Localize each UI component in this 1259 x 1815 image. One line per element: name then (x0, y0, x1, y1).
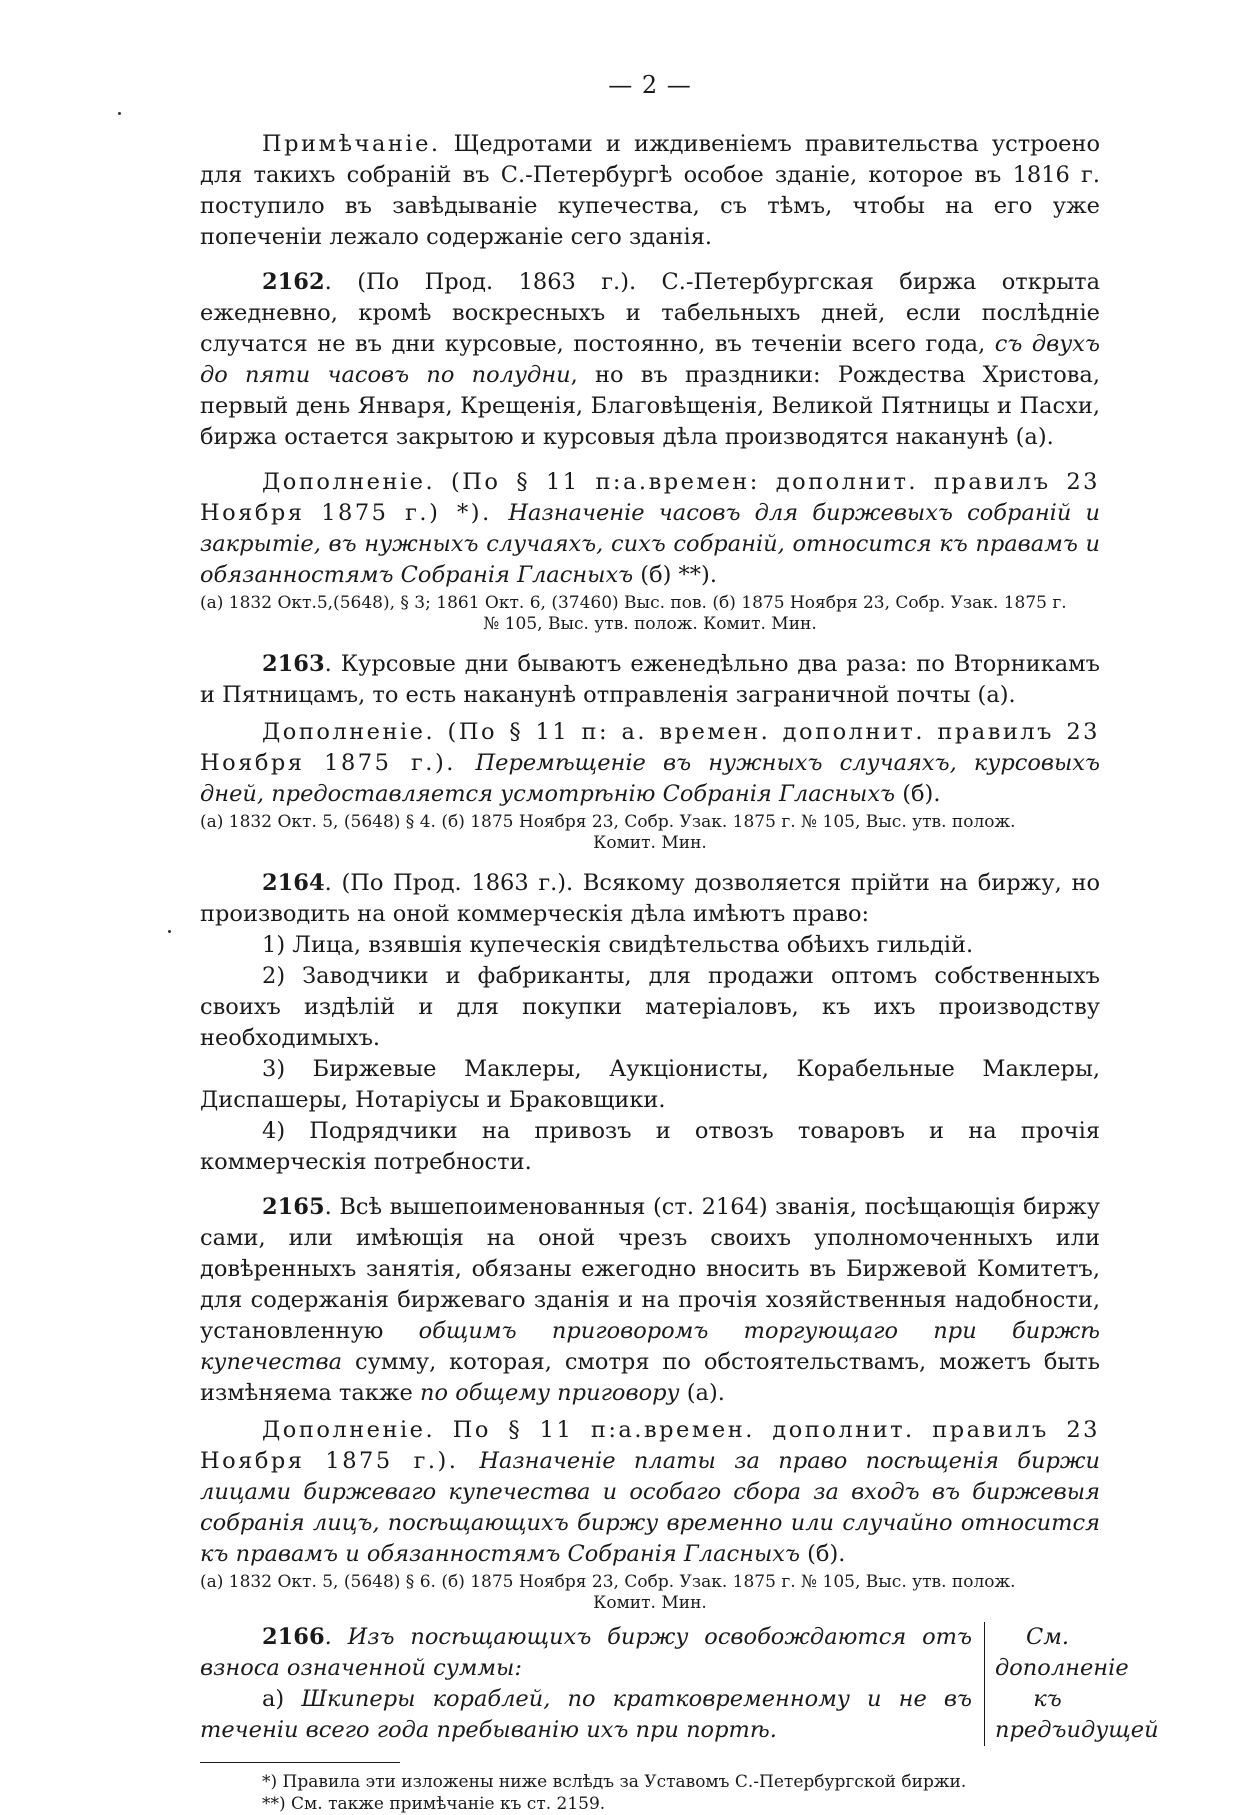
page-number: — 2 — (608, 71, 692, 99)
article-italic: . Изъ посѣщающихъ биржу освобождаются отъ взноса означенной суммы: (200, 1624, 972, 1681)
footnote: *) Правила эти изложены ниже вслѣдъ за Уставомъ С.-Петербургской биржи. (262, 1772, 967, 1792)
scan-speck (168, 930, 171, 933)
footnote: **) См. также примѣчаніе къ ст. 2159. (262, 1794, 606, 1814)
article-italic: общимъ приговоромъ торгующаго при биржѣ купечества (200, 1318, 1101, 1375)
article-text: (а). (679, 1380, 725, 1406)
article-text: . Всѣ вышепоименованныя (ст. 2164) званія, посѣщающія биржу сами, или имѣющія на оной чрезъ своихъ уполномоченныхъ или довѣренныхъ занятія, обязаны ежегодно вносить въ Биржевой Комитетъ, для содержанія биржеваго зданія и на прочія хозяйственныя надобности, установленную (200, 1194, 1100, 1344)
source-line: Комит. Мин. (593, 833, 707, 853)
supplement-text: (По § 11 п: а. времен. дополнит. правилъ 23 Ноября 1875 г.). (200, 719, 1100, 776)
article-2166-item-a (200, 1684, 972, 1746)
article-2162 (200, 267, 1100, 453)
supplement-text: По § 11 п:а.времен. дополнит. правилъ 23 Ноября 1875 г.). (200, 1417, 1100, 1474)
list-item: 2) Заводчики и фабриканты, для продажи оптомъ собственныхъ своихъ издѣлій и для покупки матеріаловъ, къ ихъ производству необходимыхъ. (200, 963, 1100, 1051)
supplement-2162 (200, 467, 1100, 591)
supplement-label: Дополненіе. (262, 469, 436, 495)
sources-2165 (200, 1572, 1100, 1614)
article-text: , но въ праздники: Рождества Христова, первый день Января, Крещенія, Благовѣщенія, Великой Пятницы и Пасхи, биржа остается закрытою и курсовыя дѣла производятся наканунѣ (а). (200, 362, 1100, 450)
footnote-divider (200, 1762, 400, 1763)
supplement-italic: Назначеніе часовъ для биржевыхъ собраній и закрытіе, въ нужныхъ случаяхъ, сихъ собраній, относится къ правамъ и обязанностямъ Собранія Гласныхъ (200, 500, 1100, 588)
article-2165 (200, 1192, 1100, 1409)
side-note: См. дополненіе къ предъидущей (995, 1624, 1159, 1743)
note-paragraph (200, 129, 1100, 253)
supplement-2165 (200, 1415, 1100, 1570)
source-line: (а) 1832 Окт.5,(5648), § 3; 1861 Окт. 6, (37460) Выс. пов. (б) 1875 Ноября 23, Собр. Узак. 1875 г. (200, 593, 1067, 613)
sources-2163 (200, 812, 1100, 854)
article-italic: по общему приговору (420, 1380, 680, 1406)
article-2166 (200, 1622, 1159, 1746)
item-text: Шкиперы кораблей, по кратковременному и не въ теченіи всего года пребыванію ихъ при портѣ. (200, 1686, 972, 1743)
note-label: Примѣчаніе. (262, 131, 441, 157)
article-number: 2163 (262, 651, 325, 677)
source-line: (а) 1832 Окт. 5, (5648) § 4. (б) 1875 Ноября 23, Собр. Узак. 1875 г. № 105, Выс. утв. полож. (200, 812, 1016, 832)
footnotes (200, 1771, 1100, 1815)
article-number: 2165 (262, 1194, 325, 1220)
supplement-end: (б). (895, 781, 941, 807)
list-item: 1) Лица, взявшія купеческія свидѣтельства обѣихъ гильдій. (262, 932, 974, 958)
list-item: 3) Биржевые Маклеры, Аукціонисты, Корабельные Маклеры, Диспашеры, Нотаріусы и Браковщики. (200, 1056, 1100, 1113)
article-2163 (200, 649, 1100, 711)
supplement-text: (По § 11 п:а.времен: дополнит. правилъ 23 Ноября 1875 г.) *). (200, 469, 1100, 526)
article-text: . Курсовые дни бываютъ еженедѣльно два раза: по Вторникамъ и Пятницамъ, то есть наканунѣ отправленія заграничной почты (а). (200, 651, 1100, 708)
supplement-2163 (200, 717, 1100, 810)
article-text: . (По Прод. 1863 г.). С.-Петербургская биржа открыта ежедневно, кромѣ воскресныхъ и табельныхъ дней, если послѣдніе случатся не въ дни курсовые, постоянно, въ теченіи всего года, (200, 269, 1100, 357)
source-line: (а) 1832 Окт. 5, (5648) § 6. (б) 1875 Ноября 23, Собр. Узак. 1875 г. № 105, Выс. утв. полож. (200, 1572, 1016, 1592)
item-label: а) (262, 1686, 302, 1712)
page (200, 70, 1159, 1815)
supplement-label: Дополненіе. (262, 1417, 436, 1443)
supplement-label: Дополненіе. (262, 719, 436, 745)
article-italic: съ двухъ до пяти часовъ по полудни (200, 331, 1100, 388)
supplement-italic: Назначеніе платы за право посѣщенія биржи лицами биржеваго купечества и особаго сбора за входъ въ биржевыя собранія лицъ, посѣщающихъ биржу временно или случайно относится къ правамъ и обязанностямъ Собранія Гласныхъ (200, 1448, 1100, 1567)
article-number: 2162 (262, 269, 325, 295)
supplement-italic: Перемѣщеніе въ нужныхъ случаяхъ, курсовыхъ дней, предоставляется усмотрѣнію Собранія Гласныхъ (200, 750, 1100, 807)
article-text: сумму, которая, смотря по обстоятельствамъ, можетъ быть измѣняема также (200, 1349, 1100, 1406)
source-line: № 105, Выс. утв. полож. Комит. Мин. (483, 614, 817, 634)
article-number: 2164 (262, 870, 325, 896)
article-number: 2166 (262, 1624, 325, 1650)
sources-2162 (200, 593, 1100, 635)
scan-speck (118, 112, 121, 115)
article-2166-main (200, 1622, 985, 1746)
note-text: Щедротами и иждивеніемъ правительства устроено для такихъ собраній въ С.-Петербургѣ особое зданіе, которое въ 1816 г. поступило въ завѣдываніе купечества, съ тѣмъ, чтобы на его уже попеченіи лежало содержаніе сего зданія. (200, 131, 1100, 250)
article-2164 (200, 868, 1100, 930)
supplement-end: (б). (800, 1541, 846, 1567)
article-text: . (По Прод. 1863 г.). Всякому дозволяется прійти на биржу, но производить на оной коммерческія дѣла имѣютъ право: (200, 870, 1100, 927)
source-line: Комит. Мин. (593, 1593, 707, 1613)
article-2166-intro (200, 1622, 972, 1684)
list-item: 4) Подрядчики на привозъ и отвозъ товаровъ и на прочія коммерческія потребности. (200, 1118, 1100, 1175)
supplement-end: (б) **). (633, 562, 717, 588)
